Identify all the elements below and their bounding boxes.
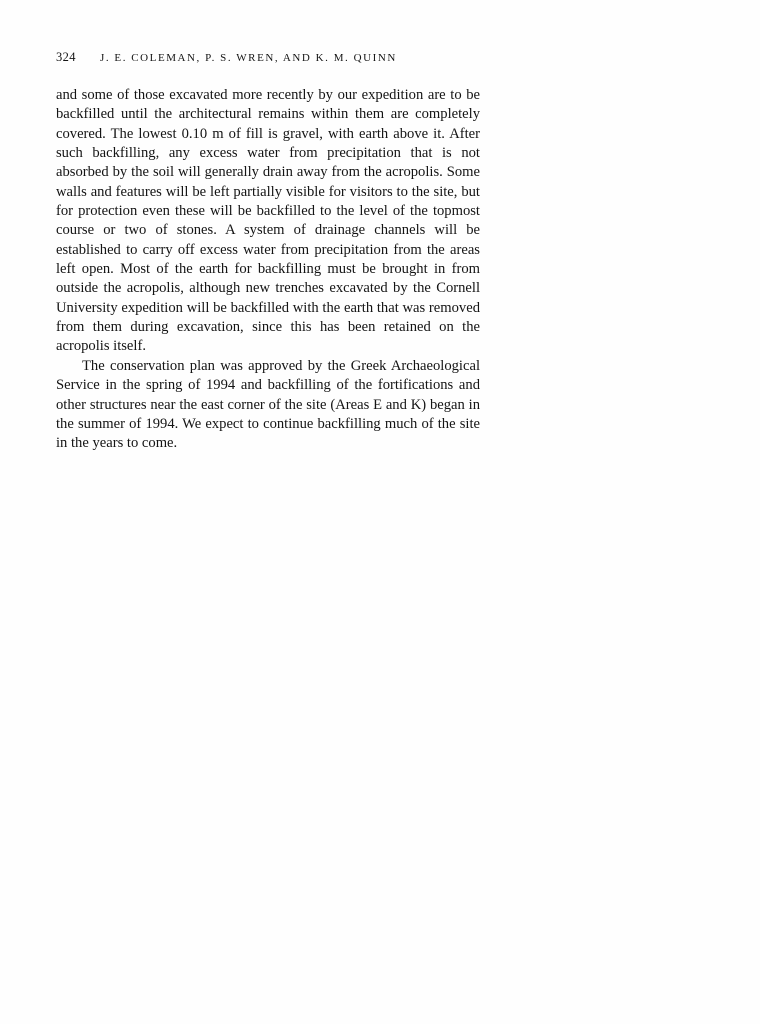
paragraph: The conservation plan was approved by the Greek Archaeological Service in the spring of 1994 and backfilling of the fortifications and other structures near the east corner of the site (Areas E and K) began in the summer of 1994. We expect to continue backfilling much of the site in the years to come. bbox=[56, 357, 480, 452]
running-head-authors: J. E. COLEMAN, P. S. WREN, AND K. M. QUINN bbox=[100, 52, 397, 64]
running-head bbox=[56, 50, 480, 66]
body-text bbox=[56, 86, 480, 454]
paragraph-continuation: and some of those excavated more recently by our expedition are to be backfilled until the architectural remains within them are completely covered. The lowest 0.10 m of fill is gravel, with earth above it. After such backfilling, any excess water from precipitation that is not absorbed by the soil will generally drain away from the acropolis. Some walls and features will be left partially visible for visitors to the site, but for protection even these will be backfilled to the level of the topmost course or two of stones. A system of drainage channels will be established to carry off excess water from precipitation from the areas left open. Most of the earth for backfilling must be brought in from outside the acropolis, although new trenches excavated by the Cornell University expedition will be backfilled with the earth that was removed from them during excavation, since this has been retained on the acropolis itself. bbox=[56, 87, 480, 355]
page-number: 324 bbox=[56, 50, 76, 64]
